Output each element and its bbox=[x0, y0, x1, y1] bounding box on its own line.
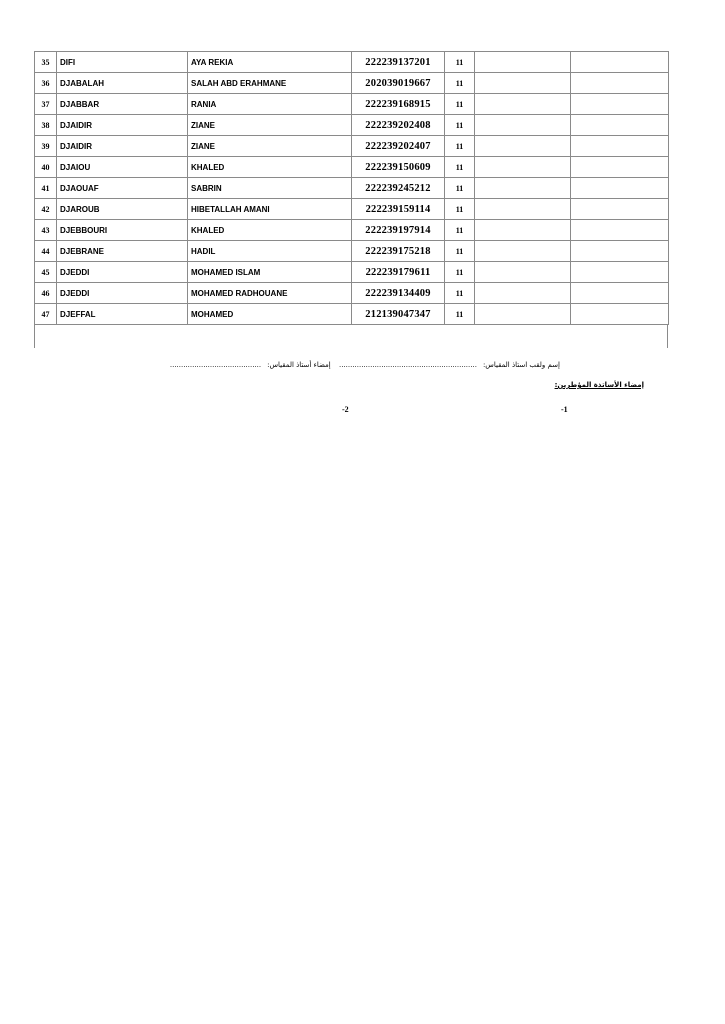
table-row bbox=[35, 73, 669, 94]
table-row bbox=[35, 136, 669, 157]
first-name: MOHAMED ISLAM bbox=[188, 262, 352, 283]
table-row bbox=[35, 262, 669, 283]
first-name: RANIA bbox=[188, 94, 352, 115]
table-row bbox=[35, 220, 669, 241]
empty-cell bbox=[571, 157, 669, 178]
row-number: 42 bbox=[35, 199, 57, 220]
last-name: DJEBRANE bbox=[57, 241, 188, 262]
first-name: AYA REKIA bbox=[188, 52, 352, 73]
signature-1: -1 bbox=[561, 405, 568, 414]
empty-cell bbox=[475, 283, 571, 304]
group-number: 11 bbox=[445, 73, 475, 94]
student-id: 222239168915 bbox=[352, 94, 445, 115]
table-row bbox=[35, 157, 669, 178]
teacher-sign-dots: ......................................... bbox=[169, 361, 262, 369]
student-id: 222239137201 bbox=[352, 52, 445, 73]
empty-cell bbox=[475, 157, 571, 178]
row-number: 35 bbox=[35, 52, 57, 73]
empty-cell bbox=[475, 241, 571, 262]
last-name: DJEDDI bbox=[57, 262, 188, 283]
first-name: SABRIN bbox=[188, 178, 352, 199]
signature-2: -2 bbox=[342, 405, 349, 414]
group-number: 11 bbox=[445, 136, 475, 157]
last-name: DJAIDIR bbox=[57, 115, 188, 136]
last-name: DJEBBOURI bbox=[57, 220, 188, 241]
student-id: 202039019667 bbox=[352, 73, 445, 94]
empty-cell bbox=[475, 136, 571, 157]
table-row bbox=[35, 52, 669, 73]
table-tail bbox=[34, 325, 668, 348]
table-row bbox=[35, 94, 669, 115]
empty-cell bbox=[571, 304, 669, 325]
student-id: 212139047347 bbox=[352, 304, 445, 325]
first-name: MOHAMED bbox=[188, 304, 352, 325]
teacher-name-dots: .............................................................. bbox=[338, 361, 477, 369]
student-id: 222239245212 bbox=[352, 178, 445, 199]
first-name: HADIL bbox=[188, 241, 352, 262]
student-id: 222239175218 bbox=[352, 241, 445, 262]
teacher-signature-line bbox=[160, 361, 560, 369]
table-row bbox=[35, 241, 669, 262]
row-number: 43 bbox=[35, 220, 57, 241]
last-name: DJAOUAF bbox=[57, 178, 188, 199]
teacher-name-label: إسم ولقب استاذ المقياس: bbox=[482, 361, 560, 369]
row-number: 36 bbox=[35, 73, 57, 94]
empty-cell bbox=[475, 73, 571, 94]
student-id: 222239202407 bbox=[352, 136, 445, 157]
first-name: HIBETALLAH AMANI bbox=[188, 199, 352, 220]
first-name: KHALED bbox=[188, 157, 352, 178]
row-number: 45 bbox=[35, 262, 57, 283]
empty-cell bbox=[475, 178, 571, 199]
empty-cell bbox=[475, 199, 571, 220]
first-name: ZIANE bbox=[188, 136, 352, 157]
table-row bbox=[35, 178, 669, 199]
empty-cell bbox=[571, 241, 669, 262]
student-id: 222239179611 bbox=[352, 262, 445, 283]
empty-cell bbox=[571, 220, 669, 241]
student-id: 222239134409 bbox=[352, 283, 445, 304]
row-number: 39 bbox=[35, 136, 57, 157]
empty-cell bbox=[571, 199, 669, 220]
empty-cell bbox=[475, 262, 571, 283]
group-number: 11 bbox=[445, 157, 475, 178]
student-id: 222239197914 bbox=[352, 220, 445, 241]
group-number: 11 bbox=[445, 283, 475, 304]
row-number: 44 bbox=[35, 241, 57, 262]
row-number: 37 bbox=[35, 94, 57, 115]
first-name: ZIANE bbox=[188, 115, 352, 136]
group-number: 11 bbox=[445, 304, 475, 325]
group-number: 11 bbox=[445, 199, 475, 220]
student-id: 222239202408 bbox=[352, 115, 445, 136]
student-id: 222239150609 bbox=[352, 157, 445, 178]
teacher-sign-label: إمضاء أستاذ المقياس: bbox=[267, 361, 331, 369]
table-row bbox=[35, 283, 669, 304]
last-name: DJABBAR bbox=[57, 94, 188, 115]
last-name: DJABALAH bbox=[57, 73, 188, 94]
group-number: 11 bbox=[445, 220, 475, 241]
table-row bbox=[35, 115, 669, 136]
first-name: MOHAMED RADHOUANE bbox=[188, 283, 352, 304]
row-number: 41 bbox=[35, 178, 57, 199]
table-row bbox=[35, 304, 669, 325]
empty-cell bbox=[571, 52, 669, 73]
empty-cell bbox=[571, 262, 669, 283]
student-table bbox=[34, 51, 669, 325]
empty-cell bbox=[475, 115, 571, 136]
last-name: DIFI bbox=[57, 52, 188, 73]
group-number: 11 bbox=[445, 241, 475, 262]
empty-cell bbox=[571, 283, 669, 304]
group-number: 11 bbox=[445, 52, 475, 73]
empty-cell bbox=[571, 73, 669, 94]
empty-cell bbox=[475, 304, 571, 325]
table-row bbox=[35, 199, 669, 220]
group-number: 11 bbox=[445, 115, 475, 136]
supervisors-label: إمضاء الأساتذة المؤطرين: bbox=[554, 381, 644, 389]
row-number: 38 bbox=[35, 115, 57, 136]
empty-cell bbox=[571, 136, 669, 157]
empty-cell bbox=[475, 52, 571, 73]
student-id: 222239159114 bbox=[352, 199, 445, 220]
group-number: 11 bbox=[445, 178, 475, 199]
last-name: DJEFFAL bbox=[57, 304, 188, 325]
empty-cell bbox=[475, 94, 571, 115]
last-name: DJAROUB bbox=[57, 199, 188, 220]
group-number: 11 bbox=[445, 262, 475, 283]
first-name: SALAH ABD ERAHMANE bbox=[188, 73, 352, 94]
empty-cell bbox=[475, 220, 571, 241]
first-name: KHALED bbox=[188, 220, 352, 241]
last-name: DJAIDIR bbox=[57, 136, 188, 157]
empty-cell bbox=[571, 115, 669, 136]
attendance-sheet bbox=[34, 51, 668, 348]
row-number: 40 bbox=[35, 157, 57, 178]
empty-cell bbox=[571, 178, 669, 199]
row-number: 46 bbox=[35, 283, 57, 304]
last-name: DJAIOU bbox=[57, 157, 188, 178]
last-name: DJEDDI bbox=[57, 283, 188, 304]
row-number: 47 bbox=[35, 304, 57, 325]
group-number: 11 bbox=[445, 94, 475, 115]
empty-cell bbox=[571, 94, 669, 115]
